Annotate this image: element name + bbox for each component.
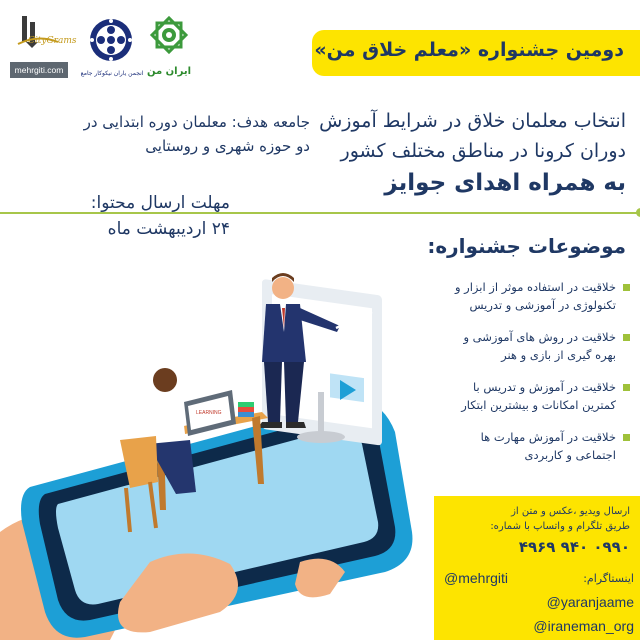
topic-line: خلاقیت در استفاده موثر از ابزار و <box>454 280 616 294</box>
topic-line: خلاقیت در آموزش مهارت ها <box>480 430 616 444</box>
topic-line: تکنولوژی در آموزشی و تدریس <box>469 298 616 312</box>
handle-row <box>444 614 634 638</box>
bullet-icon <box>623 284 630 291</box>
topic-item <box>415 378 630 414</box>
instagram-row <box>444 566 634 590</box>
target-audience <box>10 110 310 158</box>
topic-item <box>415 328 630 364</box>
contact-box <box>434 496 640 640</box>
contact-instructions <box>440 504 630 534</box>
target-line-1: جامعه هدف: معلمان دوره ابتدایی در <box>83 113 310 131</box>
intro-prizes: به همراه اهدای جوایز <box>384 170 626 196</box>
topic-line: خلاقیت در آموزش و تدریس با <box>473 380 616 394</box>
topic-line: خلاقیت در روش های آموزشی و <box>463 330 616 344</box>
topic-line: اجتماعی و کاربردی <box>524 448 616 462</box>
deadline-label: مهلت ارسال محتوا: <box>90 193 230 213</box>
contact-line-2: طریق تلگرام و واتساپ با شماره: <box>490 521 630 532</box>
yaran-caption: انجمن یاران نیکوکار جامع <box>80 70 144 77</box>
yaran-emblem-icon <box>86 16 136 68</box>
iraneman-caption: ایران من <box>146 66 192 77</box>
topic-line: کمترین امکانات و بیشترین ابتکار <box>461 398 616 412</box>
iraneman-logo <box>144 14 194 82</box>
phone-number[interactable]: ۰۹۹۰ ۹۴۰ ۴۹۶۹ <box>518 538 630 556</box>
logo-name: CityGrams <box>28 36 77 46</box>
yaran-logo <box>80 16 144 80</box>
intro-line-1: انتخاب معلمان خلاق در شرایط آموزش <box>319 110 626 132</box>
intro-line-2: دوران کرونا در مناطق مختلف کشور <box>340 140 626 162</box>
topics-title: موضوعات جشنواره: <box>427 234 626 258</box>
handle-link[interactable]: @mehrgiti <box>444 570 509 586</box>
mehrgiti-logo <box>10 14 77 80</box>
divider-dot <box>636 208 640 217</box>
topic-item <box>415 278 630 314</box>
bullet-icon <box>623 384 630 391</box>
teaching-illustration <box>0 232 440 640</box>
bullet-icon <box>623 434 630 441</box>
handle-link[interactable]: @yaranjaame <box>546 594 634 610</box>
target-line-2: دو حوزه شهری و روستایی <box>145 137 310 155</box>
iraneman-emblem-icon <box>144 14 194 66</box>
topic-item <box>415 428 630 464</box>
instagram-label: اینستاگرام: <box>583 571 634 585</box>
laptop-screen-label: LEARNING <box>196 410 222 416</box>
handle-link[interactable]: @iraneman_org <box>533 618 634 634</box>
contact-line-1: ارسال ویدیو ،عکس و متن از <box>511 506 630 517</box>
social-handles <box>444 566 634 638</box>
title-banner <box>312 30 640 76</box>
topics-list <box>415 278 630 478</box>
intro-text <box>306 106 626 200</box>
bullet-icon <box>623 334 630 341</box>
handle-row <box>444 590 634 614</box>
website-badge[interactable]: mehrgiti.com <box>10 62 68 78</box>
topic-line: بهره گیری از بازی و هنر <box>501 348 616 362</box>
festival-title: دومین جشنواره «معلم خلاق من» <box>314 39 624 61</box>
deadline-date: ۲۴ اردیبهشت ماه <box>107 219 230 239</box>
